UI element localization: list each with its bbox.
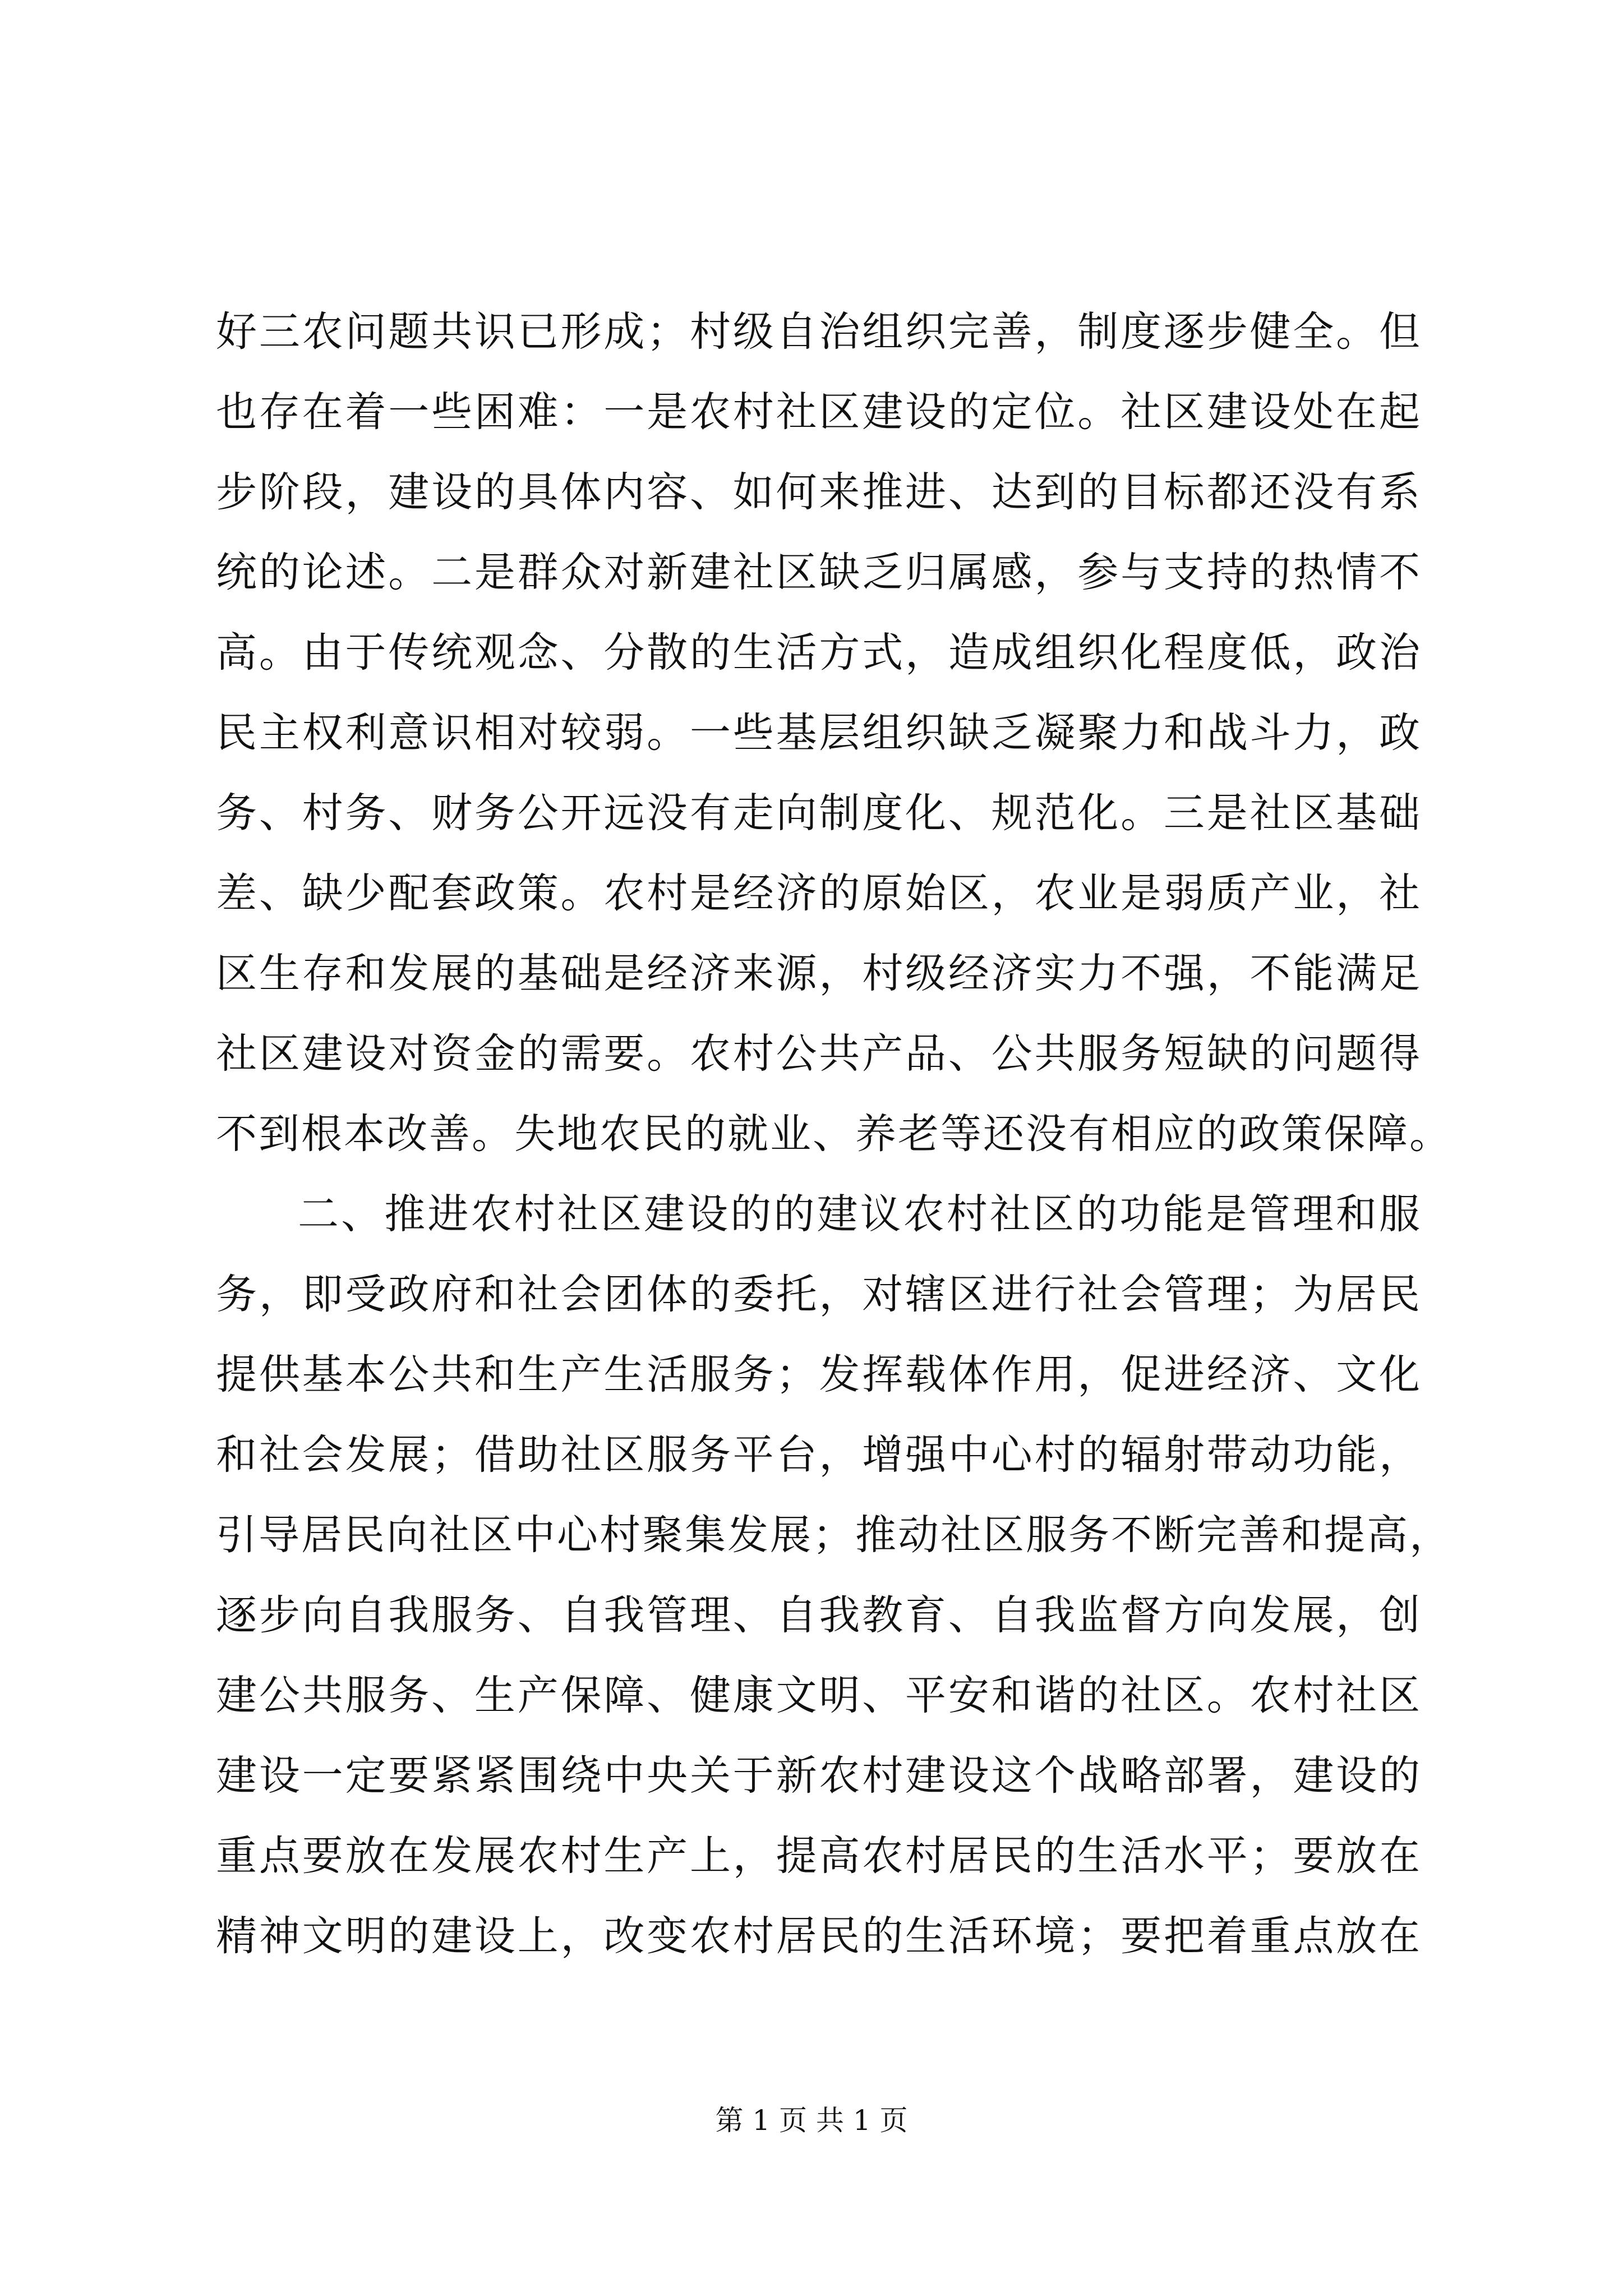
text-line-indented: 二、推进农村社区建设的的建议农村社区的功能是管理和服	[298, 1190, 1422, 1238]
text-line: 高。由于传统观念、分散的生活方式，造成组织化程度低，政治	[216, 629, 1422, 677]
text-line: 建设一定要紧紧围绕中央关于新农村建设这个战略部署，建设的	[216, 1752, 1422, 1800]
text-line: 提供基本公共和生产生活服务；发挥载体作用，促进经济、文化	[216, 1351, 1422, 1398]
text-line: 区生存和发展的基础是经济来源，村级经济实力不强，不能满足	[216, 950, 1422, 997]
text-line: 步阶段，建设的具体内容、如何来推进、达到的目标都还没有系	[216, 468, 1422, 516]
text-line: 逐步向自我服务、自我管理、自我教育、自我监督方向发展，创	[216, 1591, 1422, 1639]
text-line: 建公共服务、生产保障、健康文明、平安和谐的社区。农村社区	[216, 1672, 1422, 1719]
text-line: 务、村务、财务公开远没有走向制度化、规范化。三是社区基础	[216, 789, 1422, 837]
text-line: 差、缺少配套政策。农村是经济的原始区，农业是弱质产业，社	[216, 869, 1422, 917]
text-line: 民主权利意识相对较弱。一些基层组织缺乏凝聚力和战斗力，政	[216, 709, 1422, 757]
body-text	[216, 292, 1452, 1976]
text-line: 好三农问题共识已形成；村级自治组织完善，制度逐步健全。但	[216, 308, 1422, 356]
text-line: 重点要放在发展农村生产上，提高农村居民的生活水平；要放在	[216, 1832, 1422, 1880]
text-line: 不到根本改善。失地农民的就业、养老等还没有相应的政策保障。	[216, 1110, 1452, 1158]
text-line: 和社会发展；借助社区服务平台，增强中心村的辐射带动功能，	[216, 1431, 1422, 1479]
text-line: 也存在着一些困难：一是农村社区建设的定位。社区建设处在起	[216, 388, 1422, 436]
text-line: 统的论述。二是群众对新建社区缺乏归属感，参与支持的热情不	[216, 549, 1422, 596]
text-line: 精神文明的建设上，改变农村居民的生活环境；要把着重点放在	[216, 1912, 1422, 1960]
text-line: 引导居民向社区中心村聚集发展；推动社区服务不断完善和提高，	[216, 1511, 1452, 1559]
text-line: 社区建设对资金的需要。农村公共产品、公共服务短缺的问题得	[216, 1030, 1422, 1078]
text-line: 务，即受政府和社会团体的委托，对辖区进行社会管理；为居民	[216, 1271, 1422, 1318]
page-footer: 第 1 页 共 1 页	[715, 2104, 908, 2137]
